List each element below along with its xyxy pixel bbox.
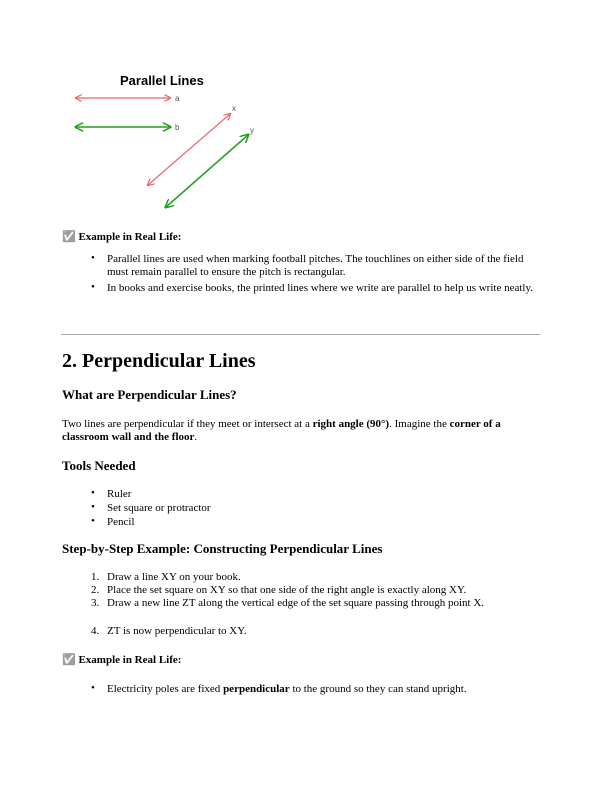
what-heading: What are Perpendicular Lines?: [62, 387, 237, 402]
bullet: •: [91, 682, 95, 694]
check-icon: ✅: [62, 654, 76, 666]
label-b: b: [175, 123, 180, 132]
text: . Imagine the: [389, 418, 450, 430]
section-title: 2. Perpendicular Lines: [62, 350, 256, 372]
step-number: 4.: [91, 625, 100, 637]
definition-paragraph: [62, 418, 540, 443]
parallel-lines-figure: [60, 85, 280, 220]
text: .: [194, 430, 198, 443]
list-item: Parallel lines are used when marking football pitches. The touchlines on either side of the field must remain parallel to ensure the pitch is rectangular.: [107, 253, 524, 278]
divider: [61, 334, 540, 335]
text: to the ground so they can stand upright.: [289, 683, 467, 695]
step-item: ZT is now perpendicular to XY.: [107, 625, 247, 637]
example-heading-1: [62, 230, 181, 243]
text: perpendicular: [223, 683, 290, 695]
line-x: [148, 114, 230, 185]
step-item: Place the set square on XY so that one side of the right angle is exactly along XY.: [107, 584, 467, 596]
example-heading-text: Example in Real Life:: [78, 654, 182, 666]
text: Two lines are perpendicular if they meet or intersect at a: [62, 418, 313, 430]
bullet: •: [91, 281, 95, 293]
bullet: •: [91, 487, 95, 499]
line-y: [166, 135, 248, 207]
step-item: Draw a new line ZT along the vertical edge of the set square passing through point X.: [107, 597, 485, 609]
tools-heading: Tools Needed: [62, 458, 136, 473]
label-y: y: [250, 126, 254, 135]
list-item: Set square or protractor: [107, 502, 211, 514]
step-number: 3.: [91, 597, 100, 609]
list-item: Pencil: [107, 516, 135, 528]
list-item: Ruler: [107, 488, 132, 500]
text: Electricity poles are fixed: [107, 683, 224, 695]
example-heading-text: Example in Real Life:: [78, 231, 182, 243]
figure-title: Parallel Lines: [120, 73, 204, 88]
label-x: x: [232, 104, 236, 113]
step-item: Draw a line XY on your book.: [107, 571, 241, 583]
list-item: In books and exercise books, the printed lines where we write are parallel to help us write neatly.: [107, 282, 534, 294]
check-icon: ✅: [62, 231, 76, 243]
example-heading-2: [62, 653, 181, 666]
bullet: •: [91, 501, 95, 513]
text: corner of a classroom wall and the floor: [62, 418, 501, 443]
bullet: •: [91, 515, 95, 527]
step-number: 2.: [91, 584, 100, 596]
steps-heading: Step-by-Step Example: Constructing Perpendicular Lines: [62, 541, 383, 556]
bullet: •: [91, 252, 95, 264]
label-a: a: [175, 94, 180, 103]
list-item: [107, 683, 542, 696]
step-number: 1.: [91, 571, 100, 583]
text: right angle (90°): [312, 418, 390, 430]
